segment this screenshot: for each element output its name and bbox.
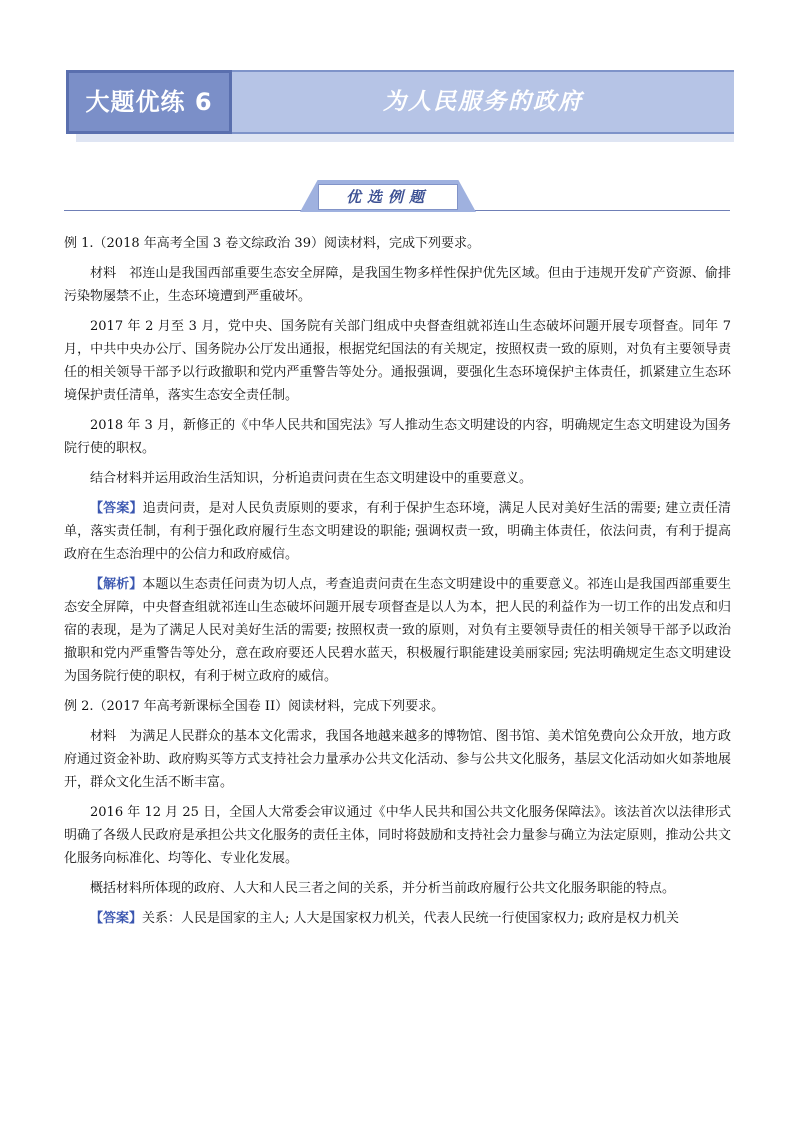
paragraph-text: 概括材料所体现的政府、人大和人民三者之间的关系，并分析当前政府履行公共文化服务职能的特点。 [90,881,676,896]
paragraph [64,315,731,407]
paragraph [64,232,731,255]
section-badge [300,180,476,212]
paragraph [64,497,731,566]
paragraph-text: 2017 年 2 月至 3 月，党中央、国务院有关部门组成中央督查组就祁连山生态破坏问题开展专项督查。同年 7 月，中共中央办公厅、国务院办公厅发出通报，根据党纪国法的有关规定，按照权责一致的原则，对负有主要领导责任的相关领导干部予以行政撤职和党内严重警告等处分。通报强调，要强化生态环境保护主体责任，抓紧建立生态环境保护责任清单，落实生态安全责任制。 [64,319,731,403]
paragraph-text: 材料 祁连山是我国西部重要生态安全屏障，是我国生物多样性保护优先区域。但由于违规开发矿产资源、偷排污染物屡禁不止，生态环境遭到严重破坏。 [64,266,731,304]
paragraph-text: 结合材料并运用政治生活知识，分析追责问责在生态文明建设中的重要意义。 [90,471,533,486]
paragraph [64,414,731,460]
paragraph-text: 2016 年 12 月 25 日，全国人大常委会审议通过《中华人民共和国公共文化服务保障法》。该法首次以法律形式明确了各级人民政府是承担公共文化服务的责任主体，同时将鼓励和支持社会力量参与确立为法定原则，推动公共文化服务向标准化、均等化、专业化发展。 [64,805,731,866]
answer-marker: 【答案】 [90,911,143,926]
paragraph [64,801,731,870]
paragraph [64,573,731,688]
paragraph [64,877,731,900]
page-title: 为人民服务的政府 [383,89,583,115]
paragraph-text: 材料 为满足人民群众的基本文化需求，我国各地越来越多的博物馆、图书馆、美术馆免费向公众开放，地方政府通过资金补助、政府购买等方式支持社会力量承办公共文化活动、参与公共文化服务，基层文化活动如火如荼地展开，群众文化生活不断丰富。 [64,729,731,790]
paragraph-text: 本题以生态责任问责为切人点，考查追责问责在生态文明建设中的重要意义。祁连山是我国西部重要生态安全屏障，中央督查组就祁连山生态破坏问题开展专项督查是以人为本，把人民的利益作为一切工作的出发点和归宿的表现，是为了满足人民对美好生活的需要; 按照权责一致的原则，对负有主要领导责任的相关领导干部予以政治撤职和党内严重警告等处分，意在政府要还人民碧水蓝天，积极履行职能建设美丽家园; 宪法明确规定生态文明建设为国务院行使的职权，有利于树立政府的威信。 [64,577,731,684]
paragraph [64,907,731,930]
paragraph-text: 关系：人民是国家的主人; 人大是国家权力机关，代表人民统一行使国家权力; 政府是权力机关 [142,911,680,926]
section-label: 优选例题 [345,188,430,206]
document-body [64,232,731,937]
paragraph-text: 例 2.（2017 年高考新课标全国卷 II）阅读材料，完成下列要求。 [64,699,445,714]
header-banner [66,70,734,142]
paragraph-text: 2018 年 3 月，新修正的《中华人民共和国宪法》写人推动生态文明建设的内容，明确规定生态文明建设为国务院行使的职权。 [64,418,731,456]
banner-tag: 大题优练 6 [85,88,213,116]
answer-marker: 【解析】 [90,577,143,592]
answer-marker: 【答案】 [90,501,143,516]
paragraph-text: 例 1.（2018 年高考全国 3 卷文综政治 39）阅读材料，完成下列要求。 [64,236,480,251]
paragraph [64,467,731,490]
paragraph [64,725,731,794]
paragraph [64,262,731,308]
paragraph [64,695,731,718]
paragraph-text: 追责问责，是对人民负责原则的要求，有利于保护生态环境，满足人民对美好生活的需要; 建立责任清单，落实责任制，有利于强化政府履行生态文明建设的职能; 强调权责一致，明确主体责任，依法问责，有利于提高政府在生态治理中的公信力和政府威信。 [64,501,731,562]
